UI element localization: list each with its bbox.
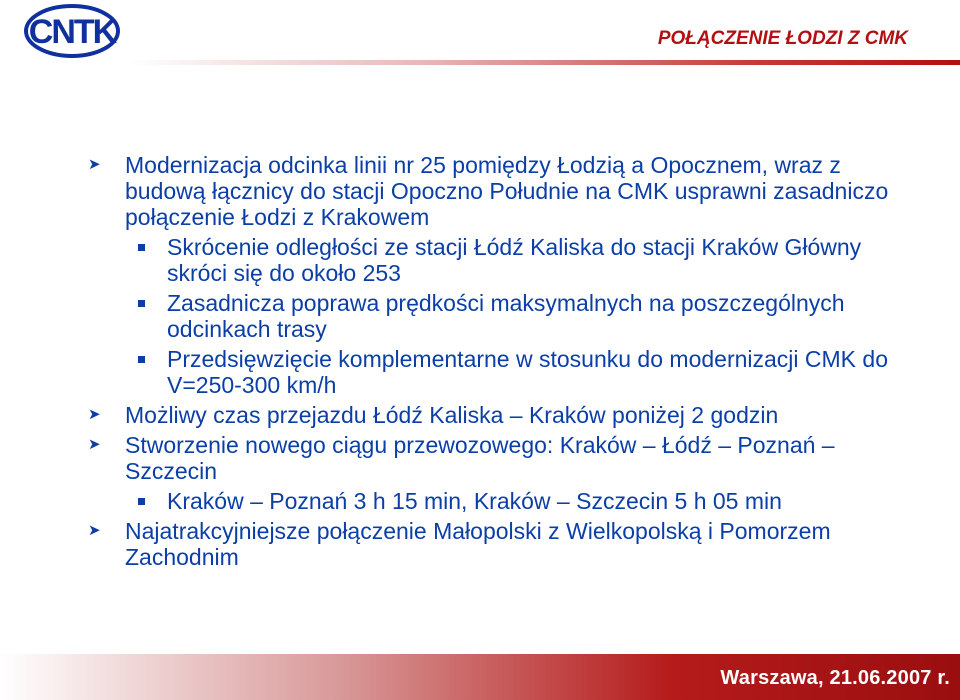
arrow-bullet-icon: ➤ (88, 406, 101, 423)
footer-date: Warszawa, 21.06.2007 r. (720, 667, 950, 689)
arrow-bullet-icon: ➤ (88, 522, 101, 539)
sub-bullet-text: Skrócenie odległości ze stacji Łódź Kaliska do stacji Kraków Główny skróci się do około 253 (167, 234, 862, 286)
square-bullet-icon (138, 300, 145, 307)
sub-bullet-item (88, 290, 908, 342)
bullet-text: Możliwy czas przejazdu Łódź Kaliska – Kraków poniżej 2 godzin (125, 402, 779, 428)
bullet-list (88, 152, 908, 574)
bullet-item (88, 152, 908, 230)
sub-bullet-text: Przedsięwzięcie komplementarne w stosunku do modernizacji CMK do V=250-300 km/h (167, 346, 888, 398)
sub-bullet-text: Zasadnicza poprawa prędkości maksymalnych na poszczególnych odcinkach trasy (167, 290, 845, 342)
bullet-item (88, 402, 908, 428)
bullet-text: Najatrakcyjniejsze połączenie Małopolski z Wielkopolską i Pomorzem Zachodnim (125, 518, 831, 570)
arrow-bullet-icon: ➤ (88, 156, 101, 173)
title-divider (130, 60, 960, 65)
sub-bullet-text: Kraków – Poznań 3 h 15 min, Kraków – Szczecin 5 h 05 min (167, 488, 782, 514)
square-bullet-icon (138, 244, 145, 251)
sub-bullet-item (88, 488, 908, 514)
arrow-bullet-icon: ➤ (88, 436, 101, 453)
bullet-text: Stworzenie nowego ciągu przewozowego: Kraków – Łódź – Poznań – Szczecin (125, 432, 835, 484)
square-bullet-icon (138, 498, 145, 505)
square-bullet-icon (138, 356, 145, 363)
cntk-logo (22, 2, 122, 60)
bullet-item (88, 432, 908, 484)
logo-wordmark: CNTK (28, 13, 116, 51)
sub-bullet-item (88, 346, 908, 398)
slide-title: POŁĄCZENIE ŁODZI Z CMK (657, 28, 908, 49)
bullet-text: Modernizacja odcinka linii nr 25 pomiędzy Łodzią a Opocznem, wraz z budową łącznicy do stacji Opoczno Południe na CMK usprawni zasadniczo połączenie Łodzi z Krakowem (125, 152, 889, 230)
cntk-logo-graphic (22, 2, 122, 60)
bullet-item (88, 518, 908, 570)
sub-bullet-item (88, 234, 908, 286)
